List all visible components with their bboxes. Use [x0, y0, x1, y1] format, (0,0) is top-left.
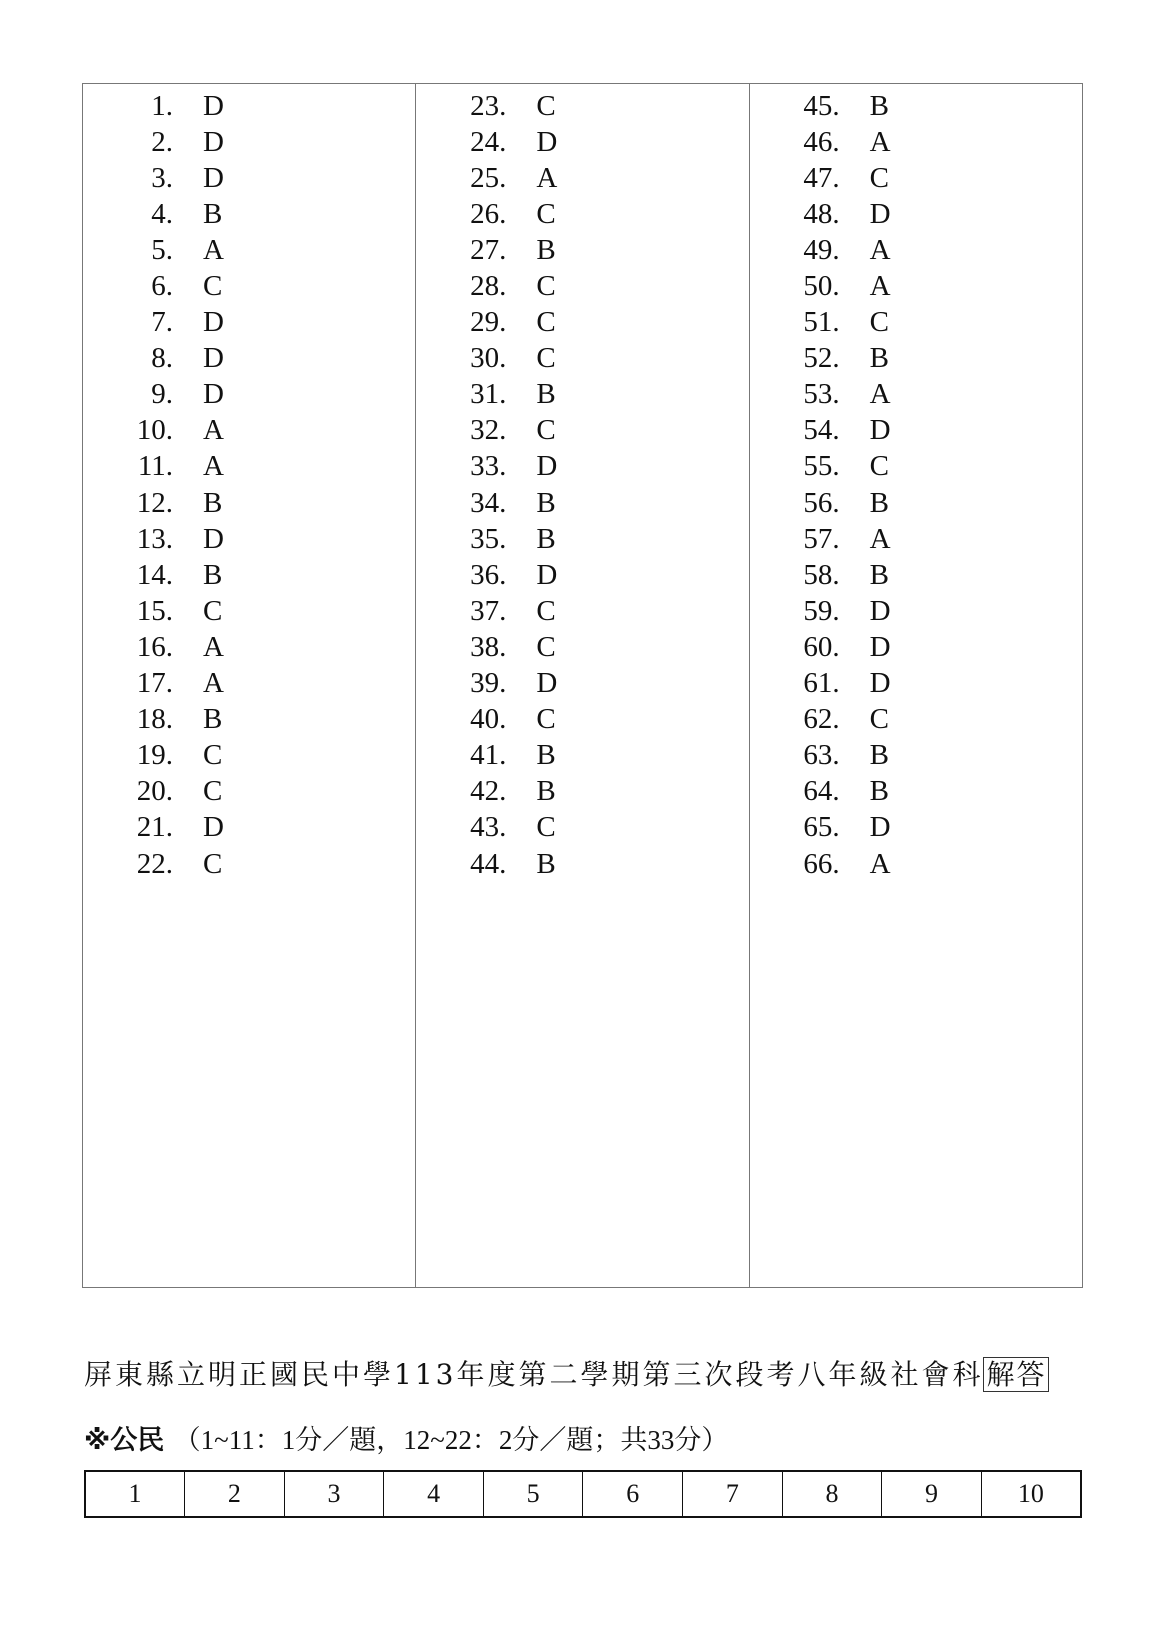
section-scoring-note: （1~11：1分／題，12~22：2分／題；共33分） [173, 1425, 729, 1455]
answer-letter: D [203, 378, 224, 411]
answer-row [83, 774, 415, 810]
answer-row [750, 196, 1082, 232]
question-number: 57. [803, 522, 840, 555]
answer-row [83, 485, 415, 521]
question-number: 51. [803, 306, 840, 339]
question-number: 3. [151, 161, 173, 194]
answer-letter: B [869, 486, 889, 519]
answer-letter: D [869, 630, 891, 663]
answer-column [750, 84, 1082, 1287]
question-number: 53. [803, 378, 840, 411]
answer-letter: C [203, 594, 223, 627]
answer-letter: D [536, 450, 558, 483]
question-number: 25. [470, 161, 507, 194]
question-number: 7. [151, 306, 173, 339]
answer-letter: C [536, 197, 556, 230]
question-number: 66. [803, 847, 840, 880]
answer-row [750, 341, 1082, 377]
answer-row [83, 268, 415, 304]
answer-letter: C [869, 161, 889, 194]
answer-row [416, 341, 748, 377]
question-number-cell: 7 [683, 1471, 783, 1517]
answer-column [416, 84, 749, 1287]
question-number-row [85, 1471, 1081, 1517]
answer-row [83, 196, 415, 232]
answer-row [83, 846, 415, 882]
answer-letter: A [869, 125, 891, 158]
exam-title-text: 屏東縣立明正國民中學113年度第二學期第三次段考八年級社會科 [84, 1358, 984, 1391]
answer-letter: C [203, 270, 223, 303]
question-number: 28. [470, 270, 507, 303]
answer-letter: D [203, 811, 224, 844]
answer-letter: B [869, 89, 889, 122]
question-number: 34. [470, 486, 507, 519]
question-number: 42. [470, 775, 507, 808]
question-number: 43. [470, 811, 507, 844]
answer-row [416, 593, 748, 629]
answer-letter: C [203, 775, 223, 808]
answer-row [750, 268, 1082, 304]
question-number: 1. [151, 89, 173, 122]
answer-letter: B [536, 233, 556, 266]
question-number: 2. [151, 125, 173, 158]
answer-row [416, 449, 748, 485]
question-number: 21. [136, 811, 173, 844]
question-number: 4. [151, 197, 173, 230]
question-number: 40. [470, 703, 507, 736]
answer-row [750, 232, 1082, 268]
answer-row [83, 810, 415, 846]
question-number: 54. [803, 414, 840, 447]
answer-row [83, 341, 415, 377]
answer-row [83, 160, 415, 196]
question-number: 46. [803, 125, 840, 158]
question-number-cell: 2 [185, 1471, 285, 1517]
question-number: 49. [803, 233, 840, 266]
answer-row [750, 413, 1082, 449]
answer-letter: A [869, 378, 891, 411]
section-title: ※公民 [84, 1425, 165, 1456]
question-number: 13. [136, 522, 173, 555]
question-number: 11. [137, 450, 173, 483]
question-number: 12. [136, 486, 173, 519]
answer-letter: B [536, 775, 556, 808]
question-number: 55. [803, 450, 840, 483]
answer-letter: D [869, 811, 891, 844]
answer-row [416, 88, 748, 124]
answer-letter: C [869, 450, 889, 483]
question-number: 63. [803, 739, 840, 772]
answer-row [83, 738, 415, 774]
answer-row [416, 810, 748, 846]
answer-row [750, 738, 1082, 774]
answer-row [750, 846, 1082, 882]
answer-row [416, 738, 748, 774]
answer-letter: B [536, 739, 556, 772]
question-number: 8. [151, 342, 173, 375]
exam-title-answer-box: 解答 [983, 1357, 1049, 1392]
answer-row [750, 377, 1082, 413]
question-number: 20. [136, 775, 173, 808]
answer-row [83, 521, 415, 557]
question-number-cell: 3 [284, 1471, 384, 1517]
exam-title [84, 1353, 1084, 1393]
question-number: 30. [470, 342, 507, 375]
answer-row [750, 485, 1082, 521]
question-number-cell: 1 [85, 1471, 185, 1517]
answer-row [83, 557, 415, 593]
answer-letter: C [536, 594, 556, 627]
question-number: 19. [136, 739, 173, 772]
question-number: 22. [136, 847, 173, 880]
question-number: 23. [470, 89, 507, 122]
answer-row [83, 124, 415, 160]
answer-row [750, 810, 1082, 846]
answer-row [750, 160, 1082, 196]
answer-letter: A [203, 667, 224, 700]
answer-letter: D [869, 594, 891, 627]
answer-row [750, 774, 1082, 810]
answer-row [750, 124, 1082, 160]
question-number: 61. [803, 667, 840, 700]
question-number: 35. [470, 522, 507, 555]
question-number: 10. [136, 414, 173, 447]
question-number: 26. [470, 197, 507, 230]
question-number: 18. [136, 703, 173, 736]
question-number: 15. [136, 594, 173, 627]
answer-row [416, 413, 748, 449]
question-number: 48. [803, 197, 840, 230]
question-number: 44. [470, 847, 507, 880]
answer-letter: D [869, 414, 891, 447]
answer-row [416, 124, 748, 160]
answer-letter: D [536, 667, 558, 700]
answer-letter: D [536, 558, 558, 591]
answer-letter: A [869, 522, 891, 555]
answer-row [416, 485, 748, 521]
answer-letter: C [536, 306, 556, 339]
answer-row [416, 774, 748, 810]
question-number-table [84, 1470, 1082, 1518]
answer-letter: D [536, 125, 558, 158]
answer-letter: D [203, 89, 224, 122]
question-number: 64. [803, 775, 840, 808]
question-number: 36. [470, 558, 507, 591]
answer-key-table [82, 83, 1083, 1288]
answer-letter: D [869, 197, 891, 230]
question-number: 9. [151, 378, 173, 411]
answer-letter: C [536, 89, 556, 122]
question-number: 29. [470, 306, 507, 339]
question-number: 62. [803, 703, 840, 736]
answer-row [416, 305, 748, 341]
question-number: 5. [151, 233, 173, 266]
question-number: 32. [470, 414, 507, 447]
answer-letter: A [203, 233, 224, 266]
answer-row [750, 629, 1082, 665]
answer-row [83, 232, 415, 268]
question-number: 56. [803, 486, 840, 519]
answer-row [750, 593, 1082, 629]
answer-row [416, 521, 748, 557]
question-number: 47. [803, 161, 840, 194]
answer-row [750, 557, 1082, 593]
question-number: 16. [136, 630, 173, 663]
answer-letter: B [536, 522, 556, 555]
answer-row [416, 846, 748, 882]
answer-letter: B [869, 342, 889, 375]
answer-letter: D [869, 667, 891, 700]
answer-row [416, 196, 748, 232]
question-number-cell: 9 [882, 1471, 982, 1517]
answer-row [416, 629, 748, 665]
answer-row [750, 702, 1082, 738]
answer-row [83, 666, 415, 702]
question-number-cell: 10 [981, 1471, 1081, 1517]
answer-letter: A [203, 414, 224, 447]
answer-row [83, 413, 415, 449]
answer-column [83, 84, 416, 1287]
answer-letter: B [869, 558, 889, 591]
question-number: 58. [803, 558, 840, 591]
answer-letter: A [536, 161, 558, 194]
answer-row [416, 557, 748, 593]
question-number: 41. [470, 739, 507, 772]
answer-letter: B [869, 775, 889, 808]
question-number: 45. [803, 89, 840, 122]
answer-letter: B [203, 486, 223, 519]
question-number: 37. [470, 594, 507, 627]
answer-letter: B [869, 739, 889, 772]
question-number: 39. [470, 667, 507, 700]
answer-letter: A [203, 630, 224, 663]
answer-letter: A [869, 847, 891, 880]
answer-letter: C [869, 703, 889, 736]
answer-row [416, 268, 748, 304]
answer-letter: C [203, 847, 223, 880]
answer-letter: C [536, 811, 556, 844]
answer-row [416, 160, 748, 196]
answer-row [750, 666, 1082, 702]
answer-letter: B [536, 378, 556, 411]
answer-row [83, 305, 415, 341]
answer-letter: D [203, 522, 224, 555]
question-number: 60. [803, 630, 840, 663]
question-number: 59. [803, 594, 840, 627]
answer-row [83, 629, 415, 665]
answer-letter: C [536, 630, 556, 663]
answer-row [83, 702, 415, 738]
answer-letter: D [203, 306, 224, 339]
answer-letter: D [203, 342, 224, 375]
question-number: 17. [136, 667, 173, 700]
question-number: 31. [470, 378, 507, 411]
answer-letter: C [869, 306, 889, 339]
civics-section-heading [84, 1418, 728, 1457]
answer-letter: C [536, 703, 556, 736]
answer-letter: A [203, 450, 224, 483]
question-number: 14. [136, 558, 173, 591]
answer-row [750, 521, 1082, 557]
answer-row [416, 666, 748, 702]
answer-letter: A [869, 233, 891, 266]
question-number-cell: 6 [583, 1471, 683, 1517]
answer-row [83, 449, 415, 485]
question-number: 33. [470, 450, 507, 483]
answer-letter: C [536, 270, 556, 303]
question-number: 27. [470, 233, 507, 266]
answer-row [416, 377, 748, 413]
answer-row [750, 305, 1082, 341]
answer-letter: D [203, 125, 224, 158]
answer-letter: B [203, 703, 223, 736]
question-number-cell: 8 [782, 1471, 882, 1517]
answer-letter: B [536, 847, 556, 880]
question-number: 6. [151, 270, 173, 303]
question-number-cell: 5 [483, 1471, 583, 1517]
answer-row [83, 377, 415, 413]
answer-row [750, 449, 1082, 485]
question-number: 38. [470, 630, 507, 663]
answer-letter: B [203, 197, 223, 230]
question-number: 65. [803, 811, 840, 844]
answer-letter: B [203, 558, 223, 591]
answer-row [416, 702, 748, 738]
answer-letter: C [536, 414, 556, 447]
answer-letter: C [536, 342, 556, 375]
answer-letter: D [203, 161, 224, 194]
question-number: 52. [803, 342, 840, 375]
answer-letter: C [203, 739, 223, 772]
question-number: 50. [803, 270, 840, 303]
answer-row [83, 88, 415, 124]
answer-letter: A [869, 270, 891, 303]
answer-letter: B [536, 486, 556, 519]
answer-row [416, 232, 748, 268]
question-number-cell: 4 [384, 1471, 484, 1517]
answer-row [750, 88, 1082, 124]
question-number: 24. [470, 125, 507, 158]
answer-row [83, 593, 415, 629]
